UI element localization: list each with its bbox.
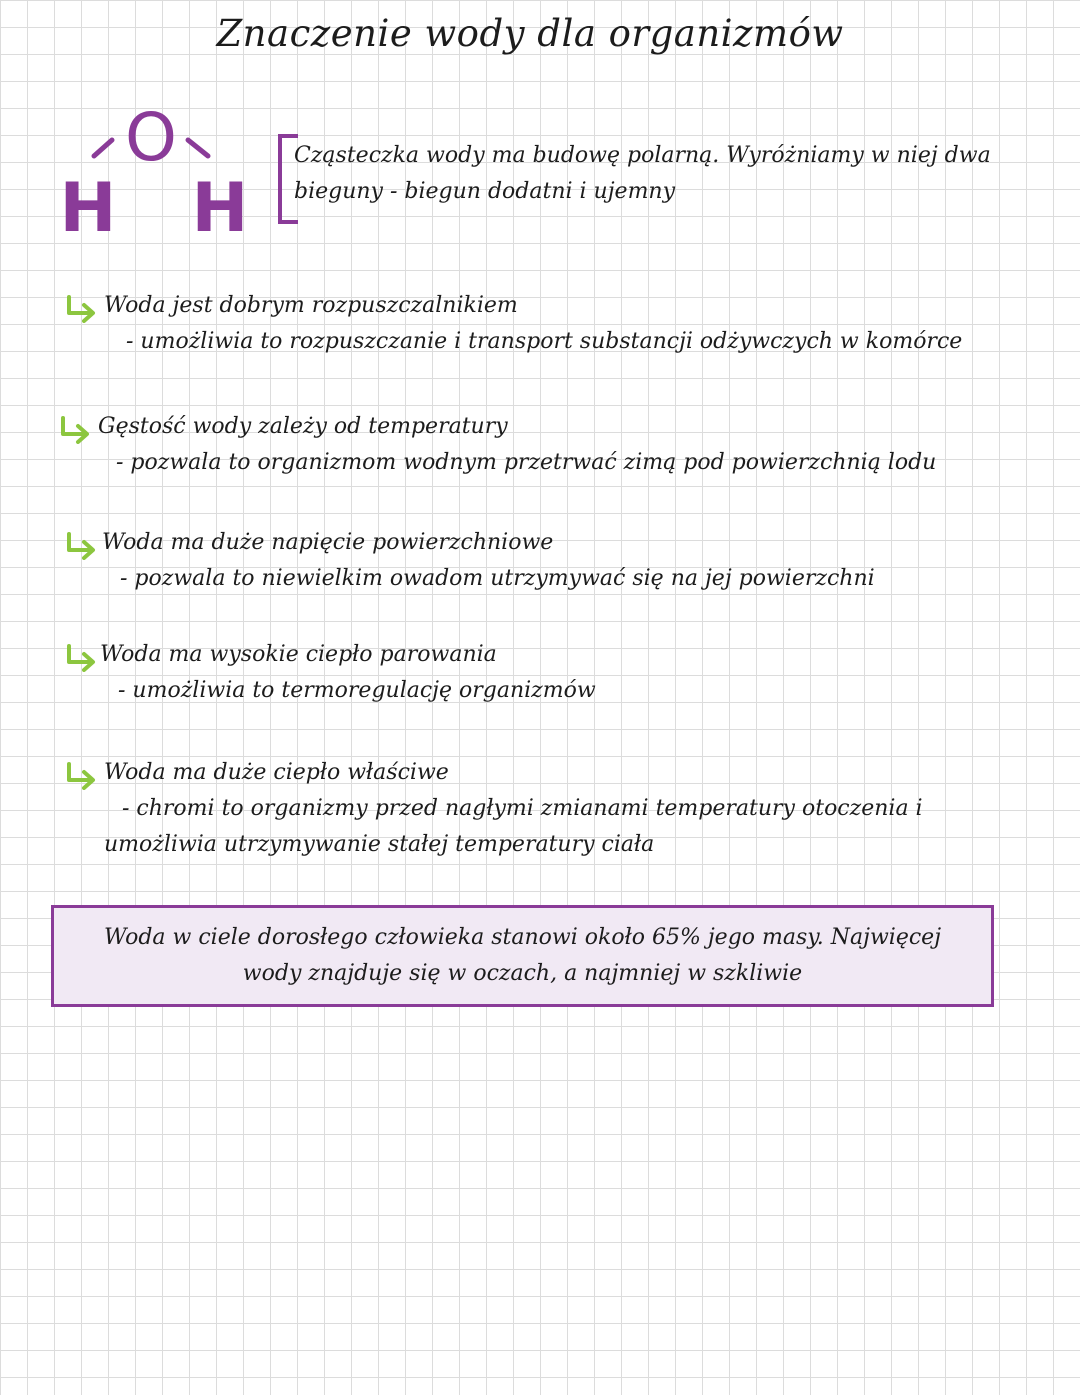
summary-text: Woda w ciele dorosłego człowieka stanowi około 65% jego masy. Najwięcej wody znajduje się w oczach, a najmniej w szkliwie — [103, 925, 942, 986]
arrow-icon — [62, 760, 100, 790]
molecule-atom-h-left: H — [59, 169, 117, 240]
point-description: - pozwala to organizmom wodnym przetrwać zimą pod powierzchnią lodu — [116, 450, 937, 475]
point-title: Gęstość wody zależy od temperatury — [98, 414, 508, 439]
intro-text: Cząsteczka wody ma budowę polarną. Wyróżniamy w niej dwa bieguny - biegun dodatni i ujemny — [294, 143, 991, 204]
water-molecule-diagram — [58, 100, 258, 240]
point-description: - umożliwia to termoregulację organizmów — [118, 678, 596, 703]
point-description: - umożliwia to rozpuszczanie i transport substancji odżywczych w komórce — [126, 329, 963, 354]
point-description-continued: umożliwia utrzymywanie stałej temperatury ciała — [104, 832, 655, 857]
molecule-atom-h-right: H — [191, 169, 249, 240]
bond-right — [188, 140, 208, 156]
summary-box — [51, 905, 994, 1007]
molecule-atom-o: O — [125, 100, 177, 176]
point-title: Woda ma duże ciepło właściwe — [104, 760, 449, 785]
point-title: Woda ma wysokie ciepło parowania — [100, 642, 497, 667]
arrow-icon — [62, 293, 100, 323]
point-description: - chromi to organizmy przed nagłymi zmianami temperatury otoczenia i — [122, 796, 923, 821]
bond-left — [94, 140, 112, 156]
arrow-icon — [56, 414, 94, 444]
point-title: Woda jest dobrym rozpuszczalnikiem — [104, 293, 518, 318]
page-title: Znaczenie wody dla organizmów — [216, 12, 844, 55]
point-title: Woda ma duże napięcie powierzchniowe — [102, 530, 554, 555]
arrow-icon — [62, 530, 100, 560]
arrow-icon — [62, 642, 100, 672]
point-description: - pozwala to niewielkim owadom utrzymywać się na jej powierzchni — [120, 566, 875, 591]
